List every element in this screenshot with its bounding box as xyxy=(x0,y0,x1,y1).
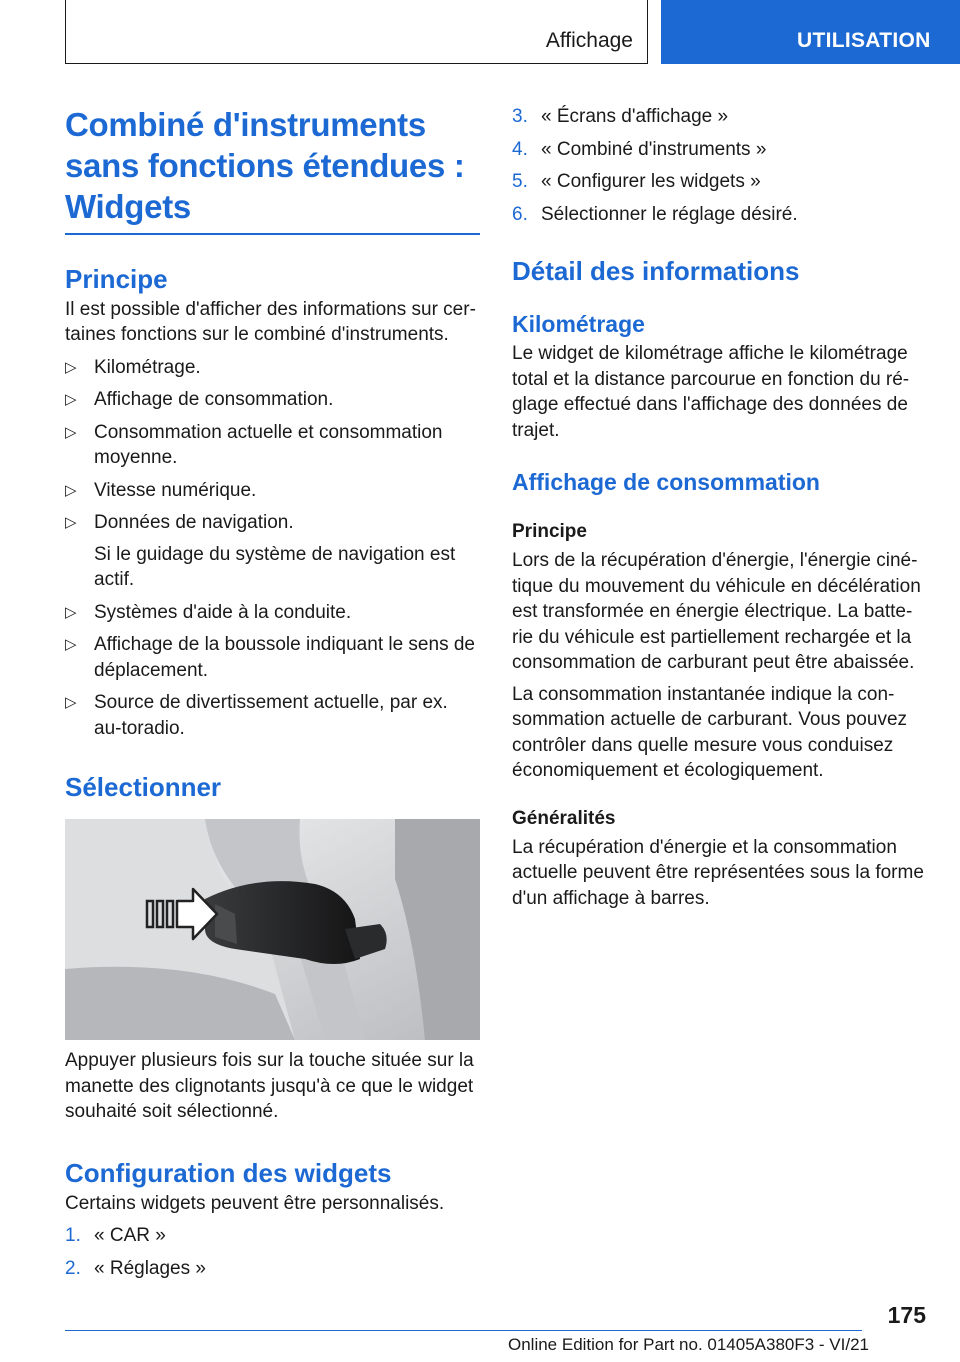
header-chapter-tab[interactable]: UTILISATION xyxy=(661,0,960,64)
list-item: ▷ Kilométrage. xyxy=(65,355,480,381)
step-item xyxy=(512,104,930,130)
list-item: ▷ Source de divertissement actuelle, par ex. au-toradio. xyxy=(65,692,448,739)
turn-signal-stalk-illustration xyxy=(65,819,480,1040)
step-number: 5. xyxy=(512,171,528,192)
list-item: ▷ Systèmes d'aide à la conduite. xyxy=(65,600,480,626)
header-section-box xyxy=(65,0,648,64)
principe-heading: Principe xyxy=(65,263,168,294)
configuration-intro: Certains widgets peuvent être personnalisés. xyxy=(65,1192,445,1214)
consommation-principe-heading: Principe xyxy=(512,521,587,542)
selectionner-caption: Appuyer plusieurs fois sur la touche située sur la manette des clignotants jusqu'à ce que le widget souhaité soit sélectionné. xyxy=(65,1050,474,1122)
triangle-bullet-icon: ▷ xyxy=(65,423,77,441)
detail-heading: Détail des informations xyxy=(512,256,800,286)
triangle-bullet-icon: ▷ xyxy=(65,514,77,531)
step-label: « Configurer les widgets » xyxy=(541,171,761,192)
triangle-bullet-icon: ▷ xyxy=(65,358,77,376)
step-number: 2. xyxy=(65,1257,81,1279)
kilometrage-heading: Kilométrage xyxy=(512,311,645,337)
step-number: 6. xyxy=(512,203,528,225)
configuration-heading: Configuration des widgets xyxy=(65,1157,392,1188)
page-title-line: sans fonctions étendues : xyxy=(65,147,465,184)
triangle-bullet-icon: ▷ xyxy=(65,636,77,653)
title-divider xyxy=(65,233,480,235)
turn-signal-stalk-photo xyxy=(65,819,480,1040)
step-number: 3. xyxy=(512,106,528,127)
list-item: ▷ Données de navigation. Si le guidage du système de navigation est actif. xyxy=(65,510,480,593)
triangle-bullet-icon: ▷ xyxy=(65,603,77,621)
consommation-principe-p2: La consommation instantanée indique la con-sommation actuelle de carburant. Vous pouvez contrôler dans quelle mesure vous conduisez économiquement et écologiquement. xyxy=(512,683,908,781)
generalites-text: La récupération d'énergie et la consommation actuelle peuvent être représentées sous la forme d'un affichage à barres. xyxy=(512,836,924,909)
right-column xyxy=(512,104,930,911)
step-number: 4. xyxy=(512,138,528,160)
page-number: 175 xyxy=(887,1302,926,1328)
step-item xyxy=(512,202,930,228)
consommation-principe-p1: Lors de la récupération d'énergie, l'énergie ciné-tique du mouvement du véhicule en décélération est transformée en énergie électrique. La batte-rie du véhicule est partiellement rechargée et la consommation de carburant peut être abaissée. xyxy=(512,550,921,673)
step-item xyxy=(512,137,930,163)
page-title-line: Widgets xyxy=(65,188,191,225)
triangle-bullet-icon: ▷ xyxy=(65,481,77,499)
list-item: ▷ Affichage de la boussole indiquant le sens de déplacement. xyxy=(65,634,475,681)
kilometrage-text: Le widget de kilométrage affiche le kilométrage total et la distance parcourue en fonction du ré-glage effectué dans l'affichage des données de trajet. xyxy=(512,343,910,441)
configuration-steps-continued xyxy=(512,104,930,227)
footer-edition: Online Edition for Part no. 01405A380F3 - VI/21 xyxy=(508,1335,870,1354)
step-label: « Combiné d'instruments » xyxy=(541,138,767,160)
step-number: 1. xyxy=(65,1225,81,1246)
selectionner-heading: Sélectionner xyxy=(65,772,222,802)
step-label: « Écrans d'affichage » xyxy=(541,106,729,127)
principe-intro: Il est possible d'afficher des informations sur cer-taines fonctions sur le combiné d'instruments. xyxy=(65,298,476,345)
step-label: « Réglages » xyxy=(94,1257,206,1279)
left-column xyxy=(65,104,480,1281)
step-item xyxy=(65,1256,480,1282)
page-title xyxy=(65,104,480,227)
consommation-heading: Affichage de consommation xyxy=(512,469,820,495)
step-item xyxy=(512,169,930,195)
step-label: « CAR » xyxy=(94,1225,166,1246)
header-section-title: Affichage xyxy=(545,29,633,52)
triangle-bullet-icon: ▷ xyxy=(65,694,77,711)
step-label: Sélectionner le réglage désiré. xyxy=(541,203,798,225)
principe-list xyxy=(65,355,480,742)
triangle-bullet-icon: ▷ xyxy=(65,391,77,408)
list-item-note: Si le guidage du système de navigation est actif. xyxy=(94,543,456,590)
list-item: ▷ Consommation actuelle et consommation moyenne. xyxy=(65,421,443,468)
configuration-steps xyxy=(65,1223,480,1281)
footer-divider xyxy=(65,1330,862,1331)
page-title-line: Combiné d'instruments xyxy=(65,106,426,143)
list-item: ▷ Vitesse numérique. xyxy=(65,478,480,504)
list-item: ▷ Affichage de consommation. xyxy=(65,387,480,413)
step-item xyxy=(65,1223,480,1249)
generalites-heading: Généralités xyxy=(512,807,616,829)
